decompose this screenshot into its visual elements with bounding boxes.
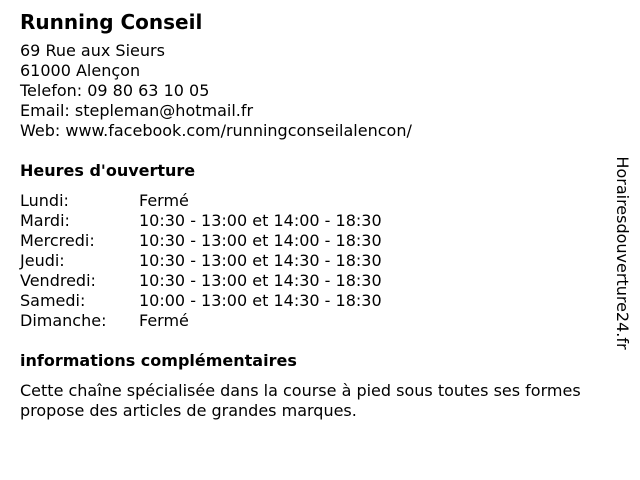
hours-time: Fermé (139, 191, 189, 210)
hours-day: Dimanche: (20, 311, 107, 330)
hours-row-mardi (20, 211, 610, 231)
business-card (20, 10, 610, 421)
hours-row-vendredi (20, 271, 610, 291)
hours-day: Lundi: (20, 191, 69, 210)
hours-row-lundi (20, 191, 610, 211)
hours-row-jeudi (20, 251, 610, 271)
hours-time: 10:30 - 13:00 et 14:30 - 18:30 (139, 251, 382, 270)
hours-row-samedi (20, 291, 610, 311)
website-link[interactable]: Web: www.facebook.com/runningconseilalencon/ (20, 121, 412, 140)
hours-day: Mardi: (20, 211, 70, 230)
hours-day: Samedi: (20, 291, 86, 310)
address-city: 61000 Alençon (20, 61, 141, 80)
hours-day: Vendredi: (20, 271, 96, 290)
hours-time: 10:30 - 13:00 et 14:30 - 18:30 (139, 271, 382, 290)
phone-number: Telefon: 09 80 63 10 05 (20, 81, 210, 100)
hours-title: Heures d'ouverture (20, 161, 196, 180)
hours-day: Mercredi: (20, 231, 95, 250)
hours-row-mercredi (20, 231, 610, 251)
hours-row-dimanche (20, 311, 610, 331)
email-address: Email: stepleman@hotmail.fr (20, 101, 254, 120)
hours-table (20, 191, 610, 331)
watermark-text: Horairesdouverture24.fr (613, 156, 632, 350)
info-title: informations complémentaires (20, 351, 297, 370)
hours-time: 10:30 - 13:00 et 14:00 - 18:30 (139, 231, 382, 250)
hours-day: Jeudi: (20, 251, 65, 270)
hours-time: 10:00 - 13:00 et 14:30 - 18:30 (139, 291, 382, 310)
hours-time: 10:30 - 13:00 et 14:00 - 18:30 (139, 211, 382, 230)
hours-time: Fermé (139, 311, 189, 330)
contact-block (20, 41, 610, 141)
address-street: 69 Rue aux Sieurs (20, 41, 165, 60)
business-name: Running Conseil (20, 10, 203, 34)
info-description: Cette chaîne spécialisée dans la course à pied sous toutes ses formes propose des articles de grandes marques. (20, 381, 581, 420)
